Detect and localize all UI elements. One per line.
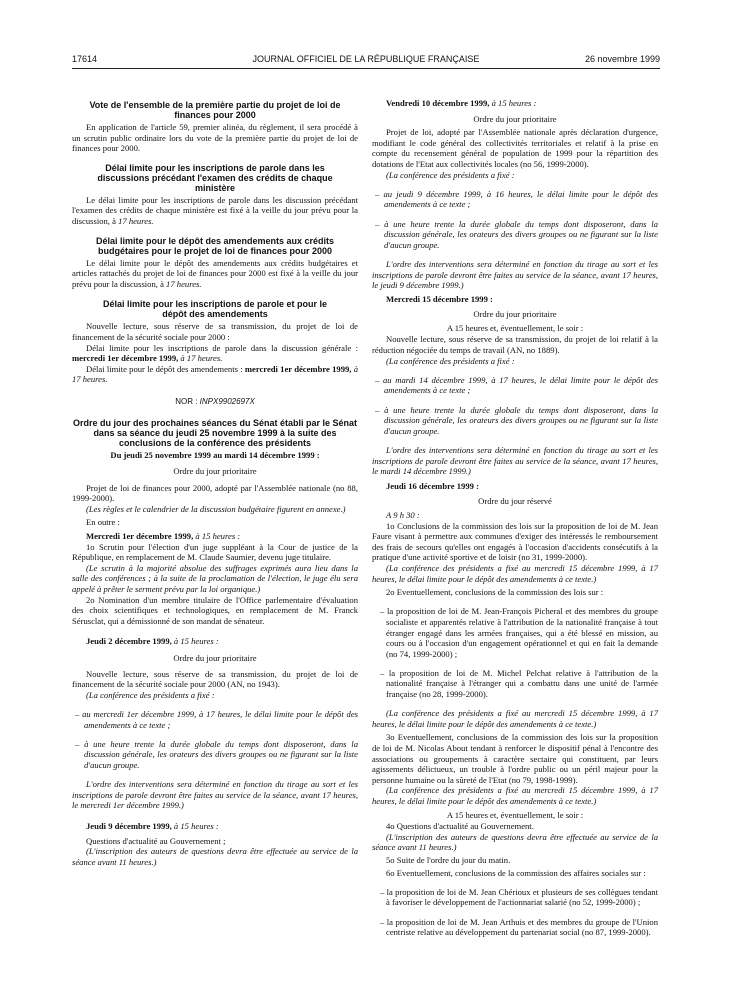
- paragraph: 1o Scrutin pour l'élection d'un juge suppléant à la Cour de justice de la République, en remplacement de M. Claude Saumier, devenu juge titulaire.: [72, 541, 358, 563]
- time-line: A 9 h 30 :: [386, 509, 420, 520]
- note: (La conférence des présidents a fixé :: [386, 355, 515, 366]
- section-heading: Vote de l'ensemble de la première partie du projet de loi de finances pour 2000: [89, 100, 341, 120]
- paragraph: Délai limite pour le dépôt des amendements : mercredi 1er décembre 1999, à 17 heures.: [72, 363, 358, 385]
- subheading: Ordre du jour prioritaire: [473, 309, 557, 320]
- note: (Les règles et le calendrier de la discussion budgétaire figurent en annexe.): [86, 503, 346, 514]
- list-item: – la proposition de loi de M. Jean Arthuis et des membres du groupe de l'Union centriste relative au développement du partenariat social (no 87, 1999-2000).: [380, 916, 658, 938]
- subheading: Ordre du jour prioritaire: [173, 653, 257, 663]
- list-item: – la proposition de loi de M. Jean Chérioux et plusieurs de ses collègues tendant à favoriser le développement de l'actionnariat salarié (no 52, 1999-2000) ;: [380, 886, 658, 908]
- note: L'ordre des interventions sera déterminé en fonction du tirage au sort et les inscriptions de parole devront être faites au service de la séance, avant 17 heures, le mercredi 1er décembre 1999.): [72, 779, 358, 811]
- section-heading: Délai limite pour les inscriptions de parole dans les discussions précédant l'examen des crédits de chaque ministère: [97, 162, 333, 193]
- sitting-date: Jeudi 16 décembre 1999 :: [386, 480, 479, 491]
- subheading: Ordre du jour prioritaire: [473, 113, 557, 124]
- paragraph: Projet de loi, adopté par l'Assemblée nationale après déclaration d'urgence, modifiant le code général des collectivités territoriales et relatif à la prise en compte du recensement général de population de 1999 pour la répartition des dotations de l'Etat aux collectivités locales (no 56, 1999-2000).: [372, 127, 658, 169]
- paragraph: En application de l'article 59, premier alinéa, du règlement, il sera procédé à un scrutin public ordinaire lors du vote de la première partie du projet de loi de finances pour 2000.: [72, 122, 358, 154]
- subheading: Ordre du jour réservé: [478, 496, 552, 507]
- paragraph: En outre :: [86, 517, 120, 528]
- paragraph: Projet de loi de finances pour 2000, adopté par l'Assemblée nationale (no 88, 1999-2000).: [72, 482, 358, 504]
- note: L'ordre des interventions sera déterminé en fonction du tirage au sort et les inscriptions de parole devront être faites au service de la séance, avant 17 heures, le mardi 14 décembre 1999.): [372, 445, 658, 477]
- paragraph: Délai limite pour les inscriptions de parole dans la discussion générale : mercredi 1er décembre 1999, à 17 heures.: [72, 342, 358, 364]
- paragraph: Nouvelle lecture, sous réserve de sa transmission, du projet de loi de financement de la sécurité sociale pour 2000 (AN, no 1943).: [72, 668, 358, 690]
- paragraph: Le délai limite pour le dépôt des amendements aux crédits budgétaires et articles rattachés du projet de loi de finances pour 2000 est fixé à la veille du jour prévu pour la discussion, à 17 heures.: [72, 257, 358, 289]
- date-range: Du jeudi 25 novembre 1999 au mardi 14 décembre 1999 :: [110, 449, 320, 460]
- paragraph: 1o Conclusions de la commission des lois sur la proposition de loi de M. Jean Faure visant à permettre aux communes d'exiger des intéressés le remboursement des frais de secours qu'elles ont engagés à l'occasion d'accidents consécutifs à la pratique d'une activité sportive et de loisir (no 31, 1999-2000).: [372, 520, 658, 563]
- paragraph: Nouvelle lecture, sous réserve de sa transmission, du projet de loi de financement de la sécurité sociale pour 2000 :: [72, 321, 358, 342]
- note: (La conférence des présidents a fixé au mercredi 15 décembre 1999, à 17 heures, le délai limite pour le dépôt des amendements à ce texte.): [372, 708, 658, 729]
- paragraph: 5o Suite de l'ordre du jour du matin.: [386, 854, 511, 865]
- paragraph: Questions d'actualité au Gouvernement ;: [86, 835, 226, 846]
- subheading: Ordre du jour prioritaire: [173, 466, 257, 477]
- sitting-date: Jeudi 2 décembre 1999, à 15 heures :: [86, 636, 219, 647]
- paragraph: 2o Nomination d'un membre titulaire de l'Office parlementaire d'évaluation des choix scientifiques et technologiques, en remplacement de M. Franck Sérusclat, qui a démissionné de son mandat de sénateur.: [72, 594, 358, 626]
- list-item: – à une heure trente la durée globale du temps dont disposeront, dans la discussion générale, les orateurs des divers groupes ou ne figurant sur la liste d'aucun groupe.: [375, 218, 658, 250]
- note: (Le scrutin à la majorité absolue des suffrages exprimés aura lieu dans la salle des conférences ; à la suite de la proclamation de l'élection, le juge élu sera appelé à prêter le serment prévu par la loi organique.): [72, 562, 358, 595]
- list-item: – à une heure trente la durée globale du temps dont disposeront, dans la discussion générale, les orateurs des divers groupes ou ne figurant sur la liste d'aucun groupe.: [375, 404, 658, 436]
- nor-reference: NOR : INPX9902697X: [175, 396, 255, 406]
- note: (La conférence des présidents a fixé :: [86, 689, 215, 700]
- list-item: – au mercredi 1er décembre 1999, à 17 heures, le délai limite pour le dépôt des amendements à ce texte ;: [75, 708, 358, 730]
- paragraph: 6o Eventuellement, conclusions de la commission des affaires sociales sur :: [386, 867, 646, 878]
- sitting-date: Vendredi 10 décembre 1999, à 15 heures :: [386, 98, 537, 108]
- left-column: [72, 100, 358, 867]
- paragraph: 3o Eventuellement, conclusions de la commission des lois sur la proposition de loi de M. Nicolas About tendant à renforcer le dispositif pénal à l'encontre des associations ou groupements à caractère sectaire qui constituent, par leurs agissements délictueux, un trouble à l'ordre public ou un péril majeur pour la personne humaine ou la sûreté de l'Etat (no 79, 1998-1999).: [372, 732, 658, 785]
- sitting-date: Mercredi 1er décembre 1999, à 15 heures :: [86, 531, 241, 542]
- section-heading: Ordre du jour des prochaines séances du Sénat établi par le Sénat dans sa séance du jeudi 25 novembre 1999 à la suite des conclusions de la conférence des présidents: [72, 417, 358, 448]
- paragraph: 4o Questions d'actualité au Gouvernement.: [386, 821, 534, 832]
- list-item: – la proposition de loi de M. Michel Pelchat relative à l'attribution de la nationalité française à l'étranger qui a combattu dans une unité de l'armée française (no 28, 1999-2000).: [380, 667, 658, 700]
- header-rule: [72, 68, 660, 69]
- section-heading: Délai limite pour les inscriptions de parole et pour le dépôt des amendements: [102, 299, 328, 320]
- right-column: [372, 98, 658, 946]
- note: (La conférence des présidents a fixé :: [386, 169, 515, 180]
- note: (La conférence des présidents a fixé au mercredi 15 décembre 1999, à 17 heures, le délai limite pour le dépôt des amendements à ce texte.): [372, 785, 658, 806]
- paragraph: Le délai limite pour les inscriptions de parole dans les discussion précédant l'examen des crédits de chaque ministère est fixé à la veille du jour prévu pour la discussion, à 17 heures.: [72, 194, 358, 226]
- issue-date: 26 novembre 1999: [584, 54, 660, 64]
- time-line: A 15 heures et, éventuellement, le soir :: [446, 809, 584, 820]
- time-line: A 15 heures et, éventuellement, le soir :: [446, 322, 584, 333]
- sitting-date: Jeudi 9 décembre 1999, à 15 heures :: [86, 820, 219, 831]
- note: (La conférence des présidents a fixé au mercredi 15 décembre 1999, à 17 heures, le délai limite pour le dépôt des amendements à ce texte.): [372, 562, 658, 584]
- section-heading: Délai limite pour le dépôt des amendements aux crédits budgétaires pour le projet de loi de finances pour 2000: [95, 235, 335, 256]
- paragraph: 2o Eventuellement, conclusions de la commission des lois sur :: [386, 587, 604, 598]
- list-item: – la proposition de loi de M. Jean-François Picheral et des membres du groupe socialiste et apparentés relative à l'attribution de la nationalité française à tout étranger engagé dans les armées françaises, qui a été blessé en mission, au cours ou à l'occasion d'un engagement opérationnel et qui en fait la demande (no 74, 1999-2000) ;: [380, 606, 658, 659]
- sitting-date: Mercredi 15 décembre 1999 :: [386, 293, 493, 304]
- note: (L'inscription des auteurs de questions devra être effectuée au service de la séance avant 11 heures.): [72, 846, 358, 867]
- list-item: – à une heure trente la durée globale du temps dont disposeront, dans la discussion générale, les orateurs des divers groupes ou ne figurant sur la liste d'aucun groupe.: [75, 738, 358, 770]
- list-item: – au mardi 14 décembre 1999, à 17 heures, le délai limite pour le dépôt des amendements à ce texte ;: [375, 374, 658, 396]
- page-header: [72, 54, 660, 68]
- paragraph: Nouvelle lecture, sous réserve de sa transmission, du projet de loi relatif à la réduction négociée du temps de travail (AN, no 1889).: [372, 334, 658, 356]
- journal-title: JOURNAL OFFICIEL DE LA RÉPUBLIQUE FRANÇAISE: [252, 54, 480, 64]
- list-item: – au jeudi 9 décembre 1999, à 16 heures, le délai limite pour le dépôt des amendements à ce texte ;: [375, 188, 658, 210]
- note: L'ordre des interventions sera déterminé en fonction du tirage au sort et les inscriptions de parole devront être faites au service de la séance, avant 17 heures, le jeudi 9 décembre 1999.): [372, 258, 658, 291]
- note: (L'inscription des auteurs de questions devra être effectuée au service de la séance avant 11 heures.): [372, 831, 658, 853]
- page-number: 17614: [72, 54, 98, 64]
